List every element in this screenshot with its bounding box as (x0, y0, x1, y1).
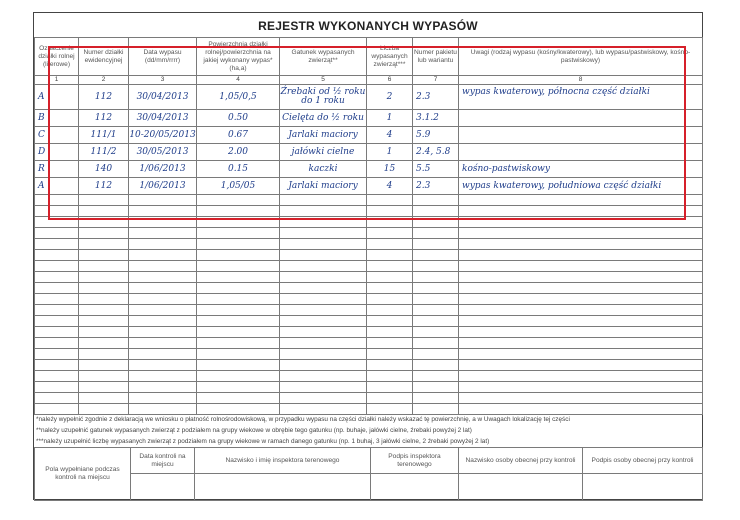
footnote-area: *należy wypełnić zgodnie z deklaracją we wniosku o płatność rolnośrodowiskową, w przypadku wypasu na części działki należy wskazać tę powierzchnię, a w Uwagach lokalizację tej części (36, 416, 570, 423)
cell-plot-letter: B (35, 110, 79, 127)
cell-plot-letter: C (35, 127, 79, 144)
cell-animal-count: 2 (367, 85, 413, 110)
table-row (35, 127, 703, 144)
cell-area: 2.00 (197, 144, 280, 161)
cell-plot-letter: A (35, 178, 79, 195)
col-number: 1 (35, 76, 79, 85)
control-date-header: Data kontroli na miejscu (131, 448, 195, 474)
empty-row (35, 349, 703, 360)
empty-row (35, 228, 703, 239)
empty-row (35, 283, 703, 294)
cell-plot-letter: R (35, 161, 79, 178)
document-title: REJESTR WYKONANYCH WYPASÓW (258, 19, 478, 33)
empty-row (35, 371, 703, 382)
cell-parcel-number: 112 (79, 178, 129, 195)
cell-parcel-number: 140 (79, 161, 129, 178)
cell-plot-letter: A (35, 85, 79, 110)
cell-grazing-date: 10-20/05/2013 (129, 127, 197, 144)
control-attendee-name-header: Nazwisko osoby obecnej przy kontroli (459, 448, 583, 474)
col-number: 3 (129, 76, 197, 85)
control-date-field[interactable] (131, 474, 195, 501)
control-attendee-name-field[interactable] (459, 474, 583, 501)
control-attendee-signature-field[interactable] (583, 474, 703, 501)
on-site-control-table (34, 447, 703, 501)
cell-area: 0.50 (197, 110, 280, 127)
header-area: Powierzchnia działki rolnej/powierzchnia na jakiej wykonany wypas* (ha,a) (197, 38, 280, 76)
header-row (35, 38, 703, 76)
header-parcel-number: Numer działki ewidencyjnej (79, 38, 129, 76)
header-animal-count: Liczba wypasanych zwierząt*** (367, 38, 413, 76)
cell-plot-letter: D (35, 144, 79, 161)
col-number: 2 (79, 76, 129, 85)
empty-row (35, 272, 703, 283)
registry-sheet (33, 12, 703, 500)
empty-row (35, 393, 703, 404)
empty-row (35, 327, 703, 338)
empty-row (35, 316, 703, 327)
header-package-number: Numer pakietu lub wariantu (413, 38, 459, 76)
cell-remarks: wypas kwaterowy, północna część działki (459, 85, 703, 110)
cell-package-number: 5.5 (413, 161, 459, 178)
cell-area: 0.15 (197, 161, 280, 178)
empty-row (35, 217, 703, 228)
empty-row (35, 250, 703, 261)
cell-area: 1,05/05 (197, 178, 280, 195)
cell-remarks (459, 110, 703, 127)
empty-row (35, 382, 703, 393)
cell-parcel-number: 112 (79, 85, 129, 110)
cell-remarks: kośno-pastwiskowy (459, 161, 703, 178)
footnotes (36, 414, 700, 447)
empty-row (35, 404, 703, 415)
cell-species: jałówki cielne (280, 144, 367, 161)
header-plot-letter: Oznaczenie działki rolnej (literowe) (35, 38, 79, 76)
cell-package-number: 2.3 (413, 85, 459, 110)
grazing-register-table (34, 37, 703, 415)
empty-row (35, 338, 703, 349)
header-grazing-date: Data wypasu (dd/mm/rrrr) (129, 38, 197, 76)
cell-parcel-number: 111/1 (79, 127, 129, 144)
cell-grazing-date: 30/04/2013 (129, 85, 197, 110)
cell-package-number: 5.9 (413, 127, 459, 144)
col-number: 6 (367, 76, 413, 85)
cell-parcel-number: 111/2 (79, 144, 129, 161)
cell-package-number: 2.3 (413, 178, 459, 195)
control-section-label: Pola wypełniane podczas kontroli na miejscu (35, 448, 131, 501)
control-inspector-name-field[interactable] (195, 474, 371, 501)
table-row (35, 178, 703, 195)
col-number: 4 (197, 76, 280, 85)
cell-area: 1,05/0,5 (197, 85, 280, 110)
cell-species: kaczki (280, 161, 367, 178)
cell-grazing-date: 1/06/2013 (129, 161, 197, 178)
cell-grazing-date: 30/05/2013 (129, 144, 197, 161)
control-inspector-signature-field[interactable] (371, 474, 459, 501)
cell-package-number: 2.4, 5.8 (413, 144, 459, 161)
cell-remarks (459, 127, 703, 144)
table-row (35, 110, 703, 127)
col-number: 5 (280, 76, 367, 85)
footnote-species: **należy uzupełnić gatunek wypasanych zwierząt z podziałem na grupy wiekowe w obrębie tego gatunku (np. buhaje, jałówki cielne, źrebaki powyżej 2 lat) (36, 427, 472, 434)
cell-species: Źrebaki od ½ roku do 1 roku (280, 85, 367, 110)
col-number: 7 (413, 76, 459, 85)
empty-row (35, 294, 703, 305)
cell-animal-count: 4 (367, 127, 413, 144)
footnote-count: ***należy uzupełnić liczbę wypasanych zwierząt z podziałem na grupy wiekowe w ramach danego gatunku (np. 1 buhaj, 3 jałówki cielne, 2 źrebaki powyżej 2 lat) (36, 438, 490, 445)
table-row (35, 144, 703, 161)
header-species: Gatunek wypasanych zwierząt** (280, 38, 367, 76)
cell-area: 0.67 (197, 127, 280, 144)
cell-species: Cielęta do ½ roku (280, 110, 367, 127)
cell-package-number: 3.1.2 (413, 110, 459, 127)
control-inspector-signature-header: Podpis inspektora terenowego (371, 448, 459, 474)
cell-species: Jarlaki maciory (280, 178, 367, 195)
empty-row (35, 206, 703, 217)
col-number: 8 (459, 76, 703, 85)
cell-animal-count: 4 (367, 178, 413, 195)
cell-grazing-date: 1/06/2013 (129, 178, 197, 195)
cell-remarks: wypas kwaterowy, południowa część działki (459, 178, 703, 195)
empty-row (35, 305, 703, 316)
cell-remarks (459, 144, 703, 161)
empty-row (35, 239, 703, 250)
empty-row (35, 195, 703, 206)
control-attendee-signature-header: Podpis osoby obecnej przy kontroli (583, 448, 703, 474)
empty-row (35, 360, 703, 371)
cell-grazing-date: 30/04/2013 (129, 110, 197, 127)
cell-parcel-number: 112 (79, 110, 129, 127)
table-row (35, 161, 703, 178)
cell-animal-count: 1 (367, 110, 413, 127)
table-row (35, 85, 703, 110)
cell-species: Jarlaki maciory (280, 127, 367, 144)
control-inspector-name-header: Nazwisko i imię inspektora terenowego (195, 448, 371, 474)
header-remarks: Uwagi (rodzaj wypasu (kośny/kwaterowy), lub wypasu/pastwiskowy, kośno-pastwiskowy) (459, 38, 703, 76)
cell-animal-count: 1 (367, 144, 413, 161)
cell-animal-count: 15 (367, 161, 413, 178)
column-number-row (35, 76, 703, 85)
empty-row (35, 261, 703, 272)
